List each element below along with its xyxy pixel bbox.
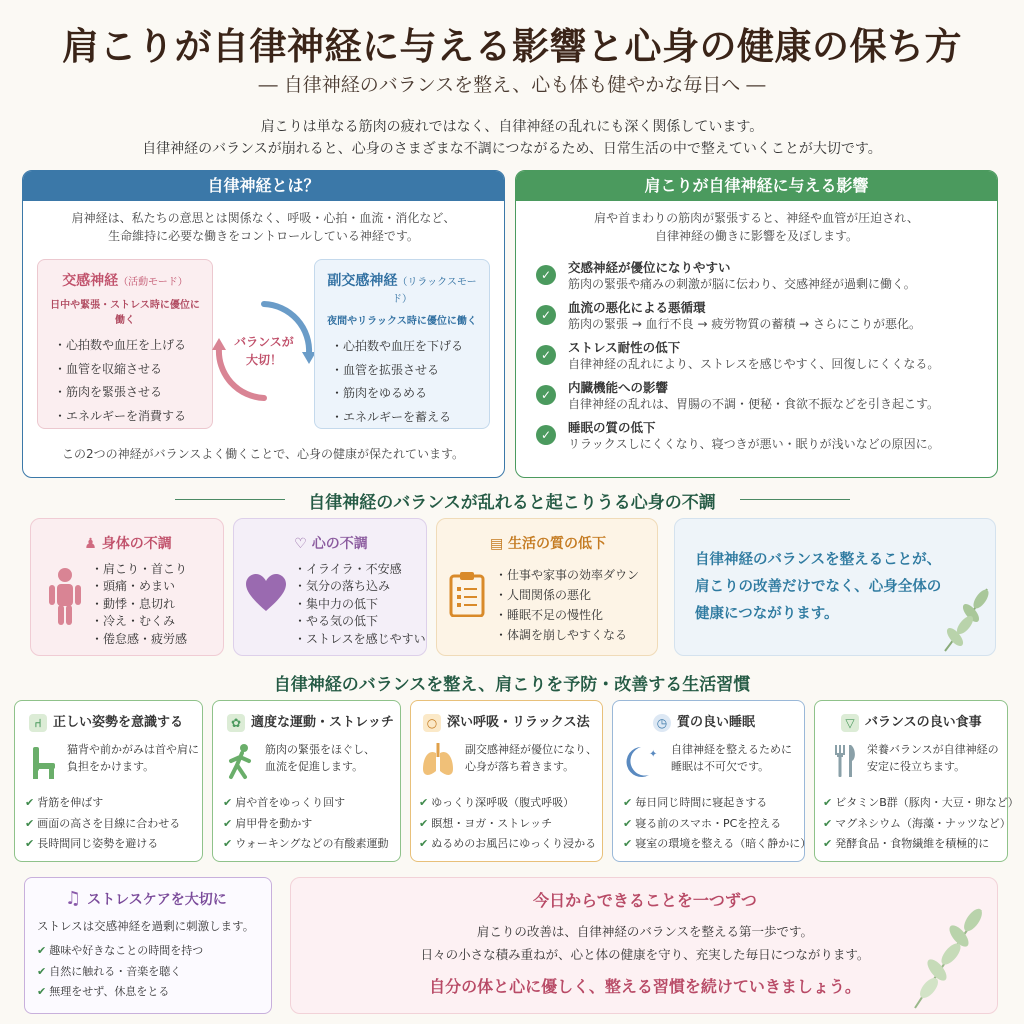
- check-icon: ✔: [419, 796, 429, 809]
- effect-desc: 自律神経の乱れにより、ストレスを感じやすく、回復しにくくなる。: [568, 357, 940, 371]
- balance-label-line: バランスが: [234, 335, 294, 349]
- checklist-icon: ▤: [489, 536, 504, 552]
- effect-item: [536, 419, 997, 453]
- effects-heading: 肩こりが自律神経に与える影響: [516, 171, 997, 201]
- habit-desc-line: 自律神経を整えるために: [671, 743, 792, 756]
- mind-symptoms-list: [294, 561, 426, 648]
- today-title: 今日からできることを一つずつ: [533, 891, 757, 910]
- habit-desc: [265, 741, 375, 775]
- stretch-icon: ✿: [227, 714, 245, 732]
- stress-item-text: 無理をせず、休息をとる: [49, 985, 170, 998]
- parasympathetic-sub: 夜間やリラックス時に優位に働く: [327, 316, 477, 327]
- check-icon: ✔: [623, 816, 633, 830]
- clipboard-icon: [449, 571, 485, 617]
- parasympathetic-title: [325, 270, 479, 306]
- check-icon: ✔: [223, 816, 233, 830]
- parasympathetic-name: 副交感神経: [327, 273, 398, 289]
- effect-item: [536, 299, 997, 333]
- habit-title: [29, 711, 183, 732]
- habit-desc: [67, 741, 199, 775]
- check-icon: ✔: [25, 816, 35, 830]
- habit-desc-line: 栄養バランスが自律神経の: [867, 743, 999, 756]
- habit-item-text: ぬるめのお風呂にゆっくり浸かる: [431, 837, 597, 850]
- list-item: ・頭痛・めまい: [91, 579, 176, 594]
- today-line: 日々の小さな積み重ねが、心と体の健康を守り、充実した毎日につながります。: [420, 947, 870, 962]
- intro-line: 肩こりは単なる筋肉の疲れではなく、自律神経の乱れにも深く関係しています。: [260, 119, 764, 135]
- habit-list: [623, 793, 811, 855]
- habit-title-text: バランスの良い食事: [865, 715, 982, 730]
- habit-item-text: 背筋を伸ばす: [37, 796, 104, 809]
- list-item: [25, 814, 180, 835]
- life-quality-label: 生活の質の低下: [508, 536, 607, 552]
- list-item: [37, 941, 203, 962]
- music-note-icon: ♫: [65, 888, 82, 909]
- mind-symptoms-card: [233, 518, 427, 656]
- habit-title-text: 質の良い睡眠: [677, 715, 756, 730]
- message-line: 自律神経のバランスを整えることが、: [695, 552, 942, 568]
- check-icon: ✓: [536, 305, 556, 325]
- about-panel: [22, 170, 505, 478]
- about-text-line: 生命維持に必要な働きをコントロールしている神経です。: [108, 229, 419, 243]
- lungs-icon: [421, 743, 455, 779]
- list-item: ・血管を拡張させる: [331, 362, 440, 377]
- life-quality-list: [495, 565, 639, 645]
- habit-item-text: 発酵食品・食物繊維を積極的に: [835, 837, 990, 850]
- habit-title-text: 正しい姿勢を意識する: [53, 715, 184, 730]
- list-item: ・体調を崩しやすくなる: [495, 628, 628, 642]
- habit-item-text: 瞑想・ヨガ・ストレッチ: [431, 816, 553, 830]
- list-item: [223, 793, 388, 814]
- list-item: [623, 834, 811, 855]
- list-item: ・動悸・息切れ: [91, 596, 176, 611]
- mind-symptoms-title: [234, 533, 428, 553]
- list-item: ・筋肉をゆるめる: [331, 386, 428, 400]
- effect-title: 交感神経が優位になりやすい: [568, 260, 731, 275]
- person-icon: ♟: [84, 536, 97, 552]
- list-item: [823, 834, 1019, 855]
- habit-desc-line: 猫背や前かがみは首や肩に: [67, 743, 199, 756]
- habit-card-posture: [14, 700, 203, 862]
- leaf-branch-icon: [905, 902, 989, 1012]
- svg-text:✦: ✦: [649, 749, 658, 760]
- check-icon: ✔: [37, 944, 47, 957]
- parasympathetic-box: [314, 259, 490, 429]
- list-item: ・イライラ・不安感: [294, 562, 402, 576]
- habit-item-text: 寝室の環境を整える（暗く静かに）: [635, 837, 812, 850]
- balance-label-line: 大切！: [245, 353, 282, 367]
- body-symptoms-title: [31, 533, 225, 553]
- habit-desc-line: 負担をかけます。: [67, 760, 155, 773]
- habit-title: [653, 711, 755, 732]
- effect-title: 内臓機能への影響: [568, 380, 669, 395]
- habit-title: [423, 711, 590, 732]
- heart-icon: [244, 573, 288, 613]
- parasympathetic-mode: （リラックスモード）: [392, 277, 477, 305]
- list-item: ・倦怠感・疲労感: [91, 631, 188, 646]
- check-icon: ✓: [536, 425, 556, 445]
- check-icon: ✔: [623, 837, 633, 850]
- message-text: [695, 547, 941, 628]
- stress-item-text: 自然に触れる・音楽を聴く: [49, 964, 182, 978]
- habit-desc-line: 副交感神経が優位になり、: [465, 743, 597, 756]
- habit-item-text: ウォーキングなどの有酸素運動: [235, 837, 389, 850]
- habit-item-text: 肩甲骨を動かす: [235, 816, 313, 830]
- habit-item-text: 毎日同じ時間に寝起きする: [635, 796, 768, 809]
- today-closing: 自分の体と心に優しく、整える習慣を続けていきましょう。: [429, 977, 861, 996]
- habit-item-text: 画面の高さを目線に合わせる: [37, 816, 181, 830]
- glass-icon: ▽: [841, 714, 859, 732]
- habit-desc: [867, 741, 999, 775]
- check-icon: ✔: [37, 985, 47, 998]
- check-icon: ✔: [223, 796, 233, 809]
- life-quality-card: [436, 518, 658, 656]
- habit-card-diet: [814, 700, 1019, 862]
- list-item: [223, 814, 388, 835]
- list-item: ・冷え・むくみ: [91, 614, 176, 629]
- habit-item-text: 長時間同じ姿勢を避ける: [37, 837, 159, 850]
- check-icon: ✔: [823, 816, 833, 830]
- list-item: ・筋肉を緊張させる: [54, 385, 163, 399]
- effect-title: 睡眠の質の低下: [568, 420, 656, 435]
- sympathetic-sub: 日中や緊張・ストレス時に優位に働く: [50, 300, 200, 326]
- habit-list: [419, 793, 596, 855]
- fork-knife-icon: [831, 743, 859, 779]
- list-item: [223, 834, 388, 855]
- list-item: [419, 793, 596, 814]
- about-text: [23, 209, 504, 245]
- today-text: [291, 920, 999, 966]
- list-item: ・血管を収縮させる: [54, 361, 163, 376]
- stress-item-text: 趣味や好きなことの時間を持つ: [49, 944, 204, 957]
- message-card: [674, 518, 996, 656]
- list-item: ・肩こり・首こり: [91, 562, 188, 576]
- check-icon: ✔: [223, 837, 233, 850]
- habit-card-sleep: [612, 700, 812, 862]
- list-item: ・エネルギーを蓄える: [331, 409, 452, 424]
- sympathetic-mode: （活動モード）: [118, 277, 188, 288]
- check-icon: ✔: [25, 837, 35, 850]
- body-figure-icon: [45, 567, 85, 627]
- check-icon: ✔: [419, 816, 429, 830]
- today-line: 肩こりの改善は、自律神経のバランスを整える第一歩です。: [476, 924, 814, 939]
- effect-desc: 自律神経の乱れは、胃腸の不調・便秘・食欲不振などを引き起こす。: [568, 397, 940, 411]
- stress-title-text: ストレスケアを大切に: [87, 892, 227, 908]
- apple-icon: ○: [423, 714, 441, 732]
- list-item: [823, 793, 1019, 814]
- list-item: ・心拍数や血圧を下げる: [331, 339, 464, 353]
- habit-item-text: ビタミンB群（豚肉・大豆・卵など）: [835, 796, 1019, 809]
- chair-icon: ⑁: [29, 714, 47, 732]
- list-item: ・人間関係の悪化: [495, 588, 592, 602]
- message-line: 肩こりの改善だけでなく、心身全体の: [695, 579, 942, 595]
- posture-chair-icon: [29, 745, 59, 779]
- effects-text-line: 自律神経の働きに影響を及ぼします。: [654, 229, 859, 243]
- list-item: ・やる気の低下: [294, 614, 379, 629]
- habit-item-text: ゆっくり深呼吸（腹式呼吸）: [431, 796, 575, 809]
- page-subtitle: ― 自律神経のバランスを整え、心も体も健やかな毎日へ ―: [258, 74, 766, 96]
- check-icon: ✔: [419, 837, 429, 850]
- running-person-icon: [225, 743, 255, 781]
- heart-outline-icon: ♡: [294, 536, 307, 552]
- habits-heading: 自律神経のバランスを整え、肩こりを予防・改善する生活習慣: [273, 675, 751, 695]
- habit-desc: [671, 741, 792, 775]
- list-item: ・エネルギーを消費する: [54, 408, 187, 423]
- effects-panel: [515, 170, 998, 478]
- list-item: ・ストレスを感じやすい: [294, 631, 426, 646]
- habit-desc-line: 安定に役立ちます。: [867, 760, 966, 773]
- sympathetic-list: [48, 334, 202, 428]
- effect-title: 血流の悪化による悪循環: [568, 300, 706, 315]
- sympathetic-box: [37, 259, 213, 429]
- habit-list: [25, 793, 180, 855]
- habit-item-text: マグネシウム（海藻・ナッツなど）: [835, 816, 1011, 830]
- body-symptoms-label: 身体の不調: [101, 536, 172, 552]
- habit-desc: [465, 741, 597, 775]
- list-item: ・仕事や家事の効率ダウン: [495, 568, 640, 582]
- list-item: [25, 834, 180, 855]
- effect-item: [536, 339, 997, 373]
- effects-text: [516, 209, 997, 245]
- leaf-decoration-icon: [937, 585, 993, 655]
- list-item: [419, 814, 596, 835]
- intro-line: 自律神経のバランスが崩れると、心身のさまざまな不調につながるため、日常生活の中で整えていくことが大切です。: [142, 141, 882, 157]
- list-item: ・睡眠不足の慢性化: [495, 608, 604, 622]
- clock-icon: ◷: [653, 714, 671, 732]
- mind-symptoms-label: 心の不調: [311, 536, 368, 552]
- effects-text-line: 肩や首まわりの筋肉が緊張すると、神経や血管が圧迫され、: [594, 211, 919, 225]
- body-symptoms-card: [30, 518, 224, 656]
- list-item: [623, 814, 811, 835]
- stress-title: [65, 888, 227, 909]
- list-item: [37, 982, 203, 1003]
- effect-desc: 筋肉の緊張 → 血行不良 → 疲労物質の蓄積 → さらにこりが悪化。: [568, 317, 922, 331]
- habit-title: [227, 711, 394, 732]
- list-item: [37, 962, 203, 983]
- check-icon: ✔: [823, 796, 833, 809]
- habit-title-text: 深い呼吸・リラックス法: [447, 715, 590, 730]
- list-item: ・心拍数や血圧を上げる: [54, 338, 187, 352]
- page-title: 肩こりが自律神経に与える影響と心身の健康の保ち方: [62, 24, 962, 68]
- stress-desc: ストレスは交感神経を過剰に刺激します。: [37, 919, 255, 933]
- habit-item-text: 寝る前のスマホ・PCを控える: [635, 816, 782, 830]
- effect-title: ストレス耐性の低下: [568, 340, 681, 355]
- habit-item-text: 肩や首をゆっくり回す: [235, 796, 346, 809]
- intro-text: [0, 116, 1024, 160]
- list-item: [419, 834, 596, 855]
- symptoms-heading: 自律神経のバランスが乱れると起こりうる心身の不調: [308, 493, 716, 513]
- habit-list: [223, 793, 388, 855]
- effect-desc: リラックスしにくくなり、寝つきが悪い・眠りが浅いなどの原因に。: [568, 437, 940, 451]
- habit-desc-line: 睡眠は不可欠です。: [671, 760, 770, 773]
- check-icon: ✓: [536, 385, 556, 405]
- list-item: ・気分の落ち込み: [294, 579, 391, 594]
- habit-desc-line: 血流を促進します。: [265, 760, 364, 773]
- effect-item: [536, 379, 997, 413]
- check-icon: ✔: [823, 837, 833, 850]
- habit-desc-line: 心身が落ち着きます。: [465, 760, 575, 773]
- habit-card-breathing: [410, 700, 603, 862]
- stress-care-card: [24, 877, 272, 1014]
- habit-desc-line: 筋肉の緊張をほぐし、: [265, 743, 375, 756]
- moon-icon: [625, 743, 661, 779]
- check-icon: ✓: [536, 345, 556, 365]
- parasympathetic-list: [325, 335, 479, 429]
- about-footer: この2つの神経がバランスよく働くことで、心身の健康が保たれています。: [61, 447, 465, 461]
- balance-label: [209, 333, 319, 369]
- about-heading: 自律神経とは？: [23, 171, 504, 201]
- stress-list: [37, 941, 203, 1003]
- list-item: [623, 793, 811, 814]
- habit-title-text: 適度な運動・ストレッチ: [251, 715, 394, 730]
- habit-title: [841, 711, 982, 732]
- check-icon: ✔: [623, 796, 633, 809]
- check-icon: ✓: [536, 265, 556, 285]
- effect-item: [536, 259, 997, 293]
- message-line: 健康につながります。: [695, 606, 839, 622]
- effect-desc: 筋肉の緊張や痛みの刺激が脳に伝わり、交感神経が過剰に働く。: [568, 277, 916, 291]
- sympathetic-name: 交感神経: [62, 273, 119, 289]
- about-text-line: 肩神経は、私たちの意思とは関係なく、呼吸・心拍・血流・消化など、: [71, 211, 456, 225]
- list-item: ・集中力の低下: [294, 596, 379, 611]
- habit-card-exercise: [212, 700, 401, 862]
- effects-list: [516, 245, 997, 453]
- check-icon: ✔: [37, 964, 47, 978]
- sympathetic-title: [48, 270, 202, 290]
- today-card: [290, 877, 998, 1014]
- habit-list: [823, 793, 1019, 855]
- list-item: [823, 814, 1019, 835]
- body-symptoms-list: [91, 561, 187, 648]
- life-quality-title: [437, 533, 659, 553]
- balance-cycle: [209, 296, 319, 406]
- check-icon: ✔: [25, 796, 35, 809]
- list-item: [25, 793, 180, 814]
